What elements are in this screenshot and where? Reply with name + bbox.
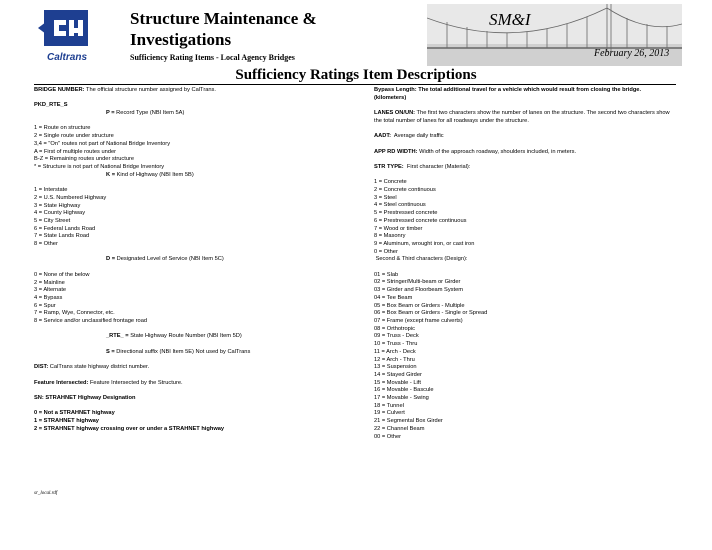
p-text: Record Type (NBI Item 5A) [114, 110, 185, 117]
title-line-2: Investigations [130, 30, 232, 49]
bridge-number-text: The official structure number assigned by CalTrans. [84, 87, 216, 93]
list-item: 01 = Slab [374, 271, 399, 278]
list-item: 7 = Wood or timber [374, 225, 423, 232]
list-item: 00 = Other [374, 433, 402, 440]
list-item: 2 = Mainline [34, 279, 65, 286]
list-item: 8 = Other [34, 241, 58, 248]
pkd-rte-label: PKD_RTE_S [34, 102, 68, 109]
aadt-entry [374, 133, 674, 141]
dist-text: CalTrans state highway district number. [48, 364, 150, 371]
list-item: 06 = Box Beam or Girders - Single or Spread [374, 310, 488, 317]
dist-entry [34, 364, 334, 372]
list-item: 19 = Culvert [374, 410, 405, 417]
list-item: 2 = Concrete continuous [374, 187, 436, 194]
list-item: 6 = Spur [34, 302, 56, 309]
list-item: 4 = County Highway [34, 210, 86, 217]
left-column [34, 87, 334, 433]
dist-label: DIST: [34, 364, 49, 371]
k-entry [34, 172, 334, 180]
list-item: 6 = Federal Lands Road [34, 225, 96, 232]
list-item: 3 = Steel [374, 194, 397, 201]
list-item: 3 = Alternate [34, 287, 67, 294]
str-type-text: First character (Material): [403, 163, 471, 170]
p-label: P = [106, 110, 115, 117]
lanes-entry [374, 110, 674, 125]
list-item: 8 = Service and/or unclassified frontage road [34, 318, 148, 325]
heading-divider [34, 84, 676, 85]
list-item: 10 = Truss - Thru [374, 341, 418, 348]
list-item: 9 = Aluminum, wrought iron, or cast iron [374, 240, 475, 247]
list-item: 07 = Frame (except frame culverts) [374, 318, 463, 324]
section-heading: Sufficiency Ratings Item Descriptions [235, 67, 477, 83]
list-item: 1 = STRAHNET highway [34, 418, 99, 425]
report-filename: sr_local.rdf [34, 491, 58, 496]
d-text: Designated Level of Service (NBI Item 5C) [115, 256, 224, 263]
list-item: 0 = Other [374, 248, 398, 255]
rte-label: _RTE_ = [106, 333, 129, 340]
k-text: Kind of Highway (NBI Item 5B) [115, 171, 194, 178]
lanes-label: LANES ON/UN: [374, 110, 416, 117]
list-item: 18 = Tunnel [374, 402, 404, 409]
list-item: 14 = Stayed Girder [374, 371, 422, 378]
list-item: 12 = Arch - Thru [374, 356, 415, 363]
feature-intersected-label: Feature Intersected: [34, 379, 89, 386]
list-item: 5 = Prestressed concrete [374, 210, 438, 217]
report-subtitle: Sufficiency Rating Items - Local Agency Bridges [130, 53, 295, 62]
list-item: 13 = Suspension [374, 364, 417, 371]
feature-intersected-text: Feature Intersected by the Structure. [88, 379, 183, 386]
app-rd-width-entry [374, 149, 674, 157]
list-item: 7 = State Lands Road [34, 233, 90, 240]
list-item: 15 = Movable - Lift [374, 379, 421, 386]
list-item: B-Z = Remaining routes under structure [34, 156, 135, 163]
list-item: 2 = U.S. Numbered Highway [34, 194, 107, 201]
rte-text: State Highway Route Number (NBI Item 5D) [128, 333, 242, 340]
design-heading: Second & Third characters (Design): [374, 256, 468, 263]
bridge-number-label: BRIDGE NUMBER: [34, 87, 85, 93]
s-text: Directional suffix (NBI Item 5E) Not used by CalTrans [114, 348, 251, 355]
list-item: 1 = Interstate [34, 187, 68, 194]
list-item: 16 = Movable - Bascule [374, 387, 434, 394]
list-item: 1 = Concrete [374, 179, 407, 186]
list-item: 0 = None of the below [34, 271, 90, 278]
list-item: 02 = Stringer/Multi-beam or Girder [374, 279, 461, 286]
right-column [374, 87, 674, 441]
list-item: 4 = Steel continuous [374, 202, 426, 209]
list-item: 7 = Ramp, Wye, Connector, etc. [34, 310, 115, 317]
d-label: D = [106, 256, 116, 263]
aadt-label: AADT: [374, 133, 392, 140]
list-item: 8 = Masonry [374, 233, 406, 240]
list-item: 1 = Route on structure [34, 125, 91, 132]
page-title [130, 8, 360, 50]
bridge-number-entry [34, 87, 334, 95]
list-item: 0 = Not a STRAHNET highway [34, 410, 115, 417]
list-item: A = First of multiple routes under [34, 148, 117, 155]
list-item: 21 = Segmental Box Girder [374, 418, 443, 425]
k-label: K = [106, 171, 116, 178]
strahnet-label: SN: STRAHNET Highway Designation [34, 394, 136, 401]
list-item: 17 = Movable - Swing [374, 395, 429, 402]
list-item: 11 = Arch - Deck [374, 348, 416, 355]
list-item: 03 = Girder and Floorbeam System [374, 287, 463, 294]
app-rd-width-label: APP RD WIDTH: [374, 148, 418, 155]
list-item: 08 = Orthotropic [374, 325, 415, 332]
list-item: 05 = Box Beam or Girders - Multiple [374, 302, 465, 309]
report-date: February 26, 2013 [594, 48, 670, 59]
aadt-text: Average daily traffic [391, 133, 444, 140]
title-line-1: Structure Maintenance & [130, 9, 317, 28]
s-label: S = [106, 348, 115, 355]
list-item: 3 = State Highway [34, 202, 81, 209]
rte-entry [34, 333, 334, 341]
str-type-entry [374, 164, 674, 172]
str-type-label: STR TYPE: [374, 163, 404, 170]
lanes-text: The first two characters show the number of lanes on the structure. The second two characters show the total number of lanes for all roadways under the structure. [374, 110, 670, 124]
logo-wordmark: Caltrans [46, 52, 88, 63]
list-item: 5 = City Street [34, 217, 71, 224]
list-item: 3,4 = "On" routes not part of National Bridge Inventory [34, 140, 171, 147]
caltrans-logo [34, 8, 100, 64]
app-rd-width-text: Width of the approach roadway, shoulders included, in meters. [417, 148, 577, 155]
list-item: 04 = Tee Beam [374, 294, 413, 301]
s-entry [34, 349, 334, 357]
list-item: 22 = Channel Beam [374, 425, 425, 432]
bypass-length-entry: Bypass Length: The total additional travel for a vehicle which would result from closing the bridge. (kilometers) [374, 87, 642, 101]
p-entry [34, 110, 334, 118]
feature-intersected-entry [34, 380, 334, 388]
list-item: 2 = Single route under structure [34, 133, 114, 140]
sm-i-badge: SM&I [489, 10, 531, 29]
list-item: 4 = Bypass [34, 294, 63, 301]
list-item: * = Structure is not part of National Bridge Inventory [34, 164, 165, 170]
list-item: 2 = STRAHNET highway crossing over or under a STRAHNET highway [34, 425, 225, 432]
list-item: 09 = Truss - Deck [374, 333, 419, 340]
d-entry [34, 256, 334, 264]
list-item: 6 = Prestressed concrete continuous [374, 217, 467, 224]
